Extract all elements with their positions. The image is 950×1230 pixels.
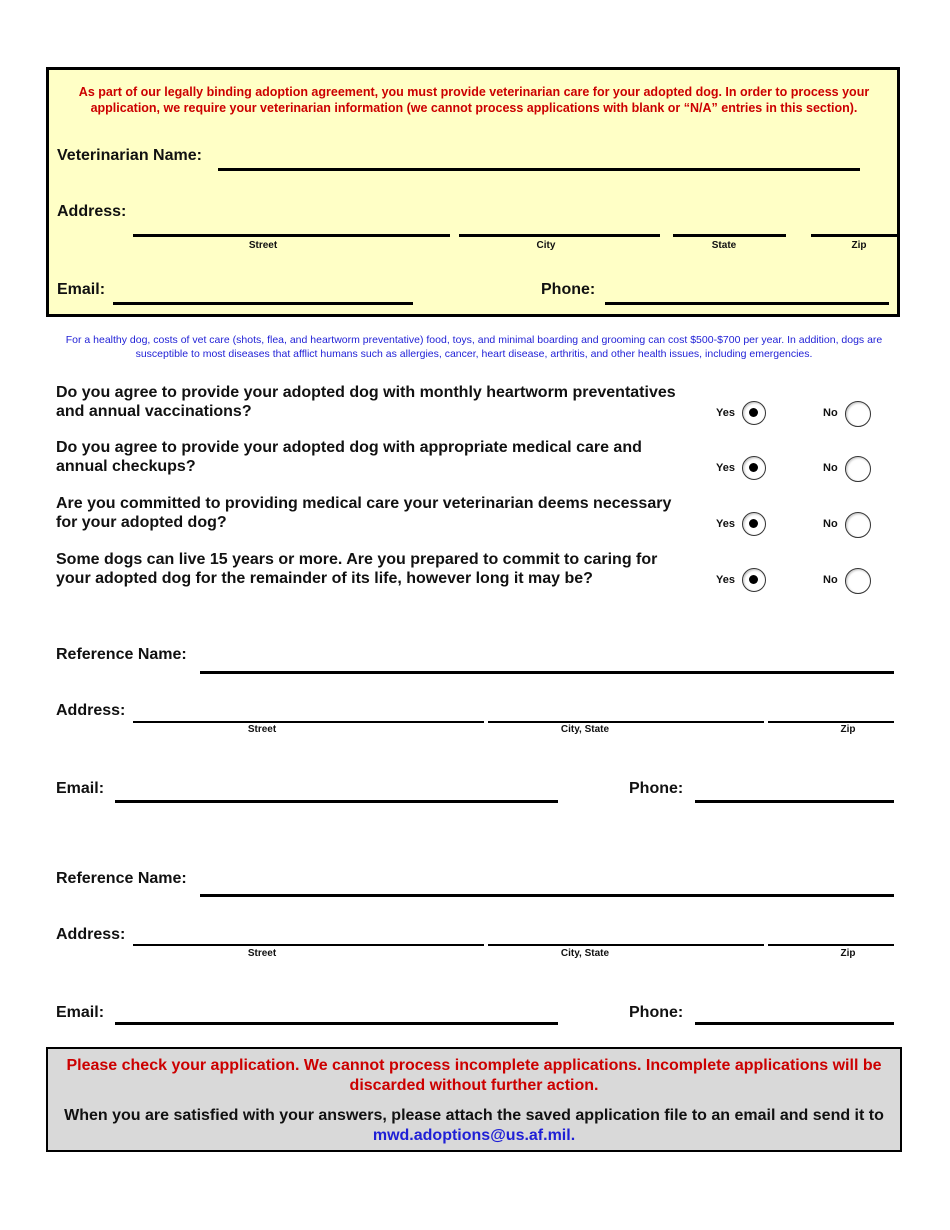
question-3-no-radio[interactable] bbox=[845, 512, 871, 538]
question-4-yes-radio[interactable] bbox=[742, 568, 766, 592]
reference-2-phone-label: Phone: bbox=[629, 1004, 684, 1021]
reference-2-name-field[interactable] bbox=[200, 894, 894, 897]
vet-name-field[interactable] bbox=[218, 168, 860, 171]
vet-phone-label: Phone: bbox=[541, 281, 596, 298]
vet-city-field[interactable] bbox=[459, 234, 660, 237]
question-3-no-label: No bbox=[823, 518, 838, 530]
question-1-yes-label: Yes bbox=[716, 407, 735, 419]
question-2-yes-radio[interactable] bbox=[742, 456, 766, 480]
reference-2-email-label: Email: bbox=[56, 1004, 105, 1021]
vet-city-caption: City bbox=[536, 240, 556, 251]
vet-address-label: Address: bbox=[57, 203, 127, 220]
question-1-text: Do you agree to provide your adopted dog with monthly heartworm preventatives and annual vaccinations? bbox=[56, 384, 676, 420]
footer-instruction-block bbox=[64, 1106, 884, 1146]
vet-state-caption: State bbox=[711, 240, 737, 251]
question-4-yes-label: Yes bbox=[716, 574, 735, 586]
reference-1-address-label: Address: bbox=[56, 702, 126, 719]
reference-1-email-field[interactable] bbox=[115, 800, 558, 803]
reference-2-city-state-caption: City, State bbox=[560, 948, 610, 959]
reference-1-phone-label: Phone: bbox=[629, 780, 684, 797]
question-1-no-label: No bbox=[823, 407, 838, 419]
reference-2-zip-caption: Zip bbox=[840, 948, 856, 959]
reference-1-street-field[interactable] bbox=[133, 721, 484, 723]
question-2-no-radio[interactable] bbox=[845, 456, 871, 482]
vet-email-label: Email: bbox=[57, 281, 106, 298]
vet-notice: As part of our legally binding adoption agreement, you must provide veterinarian care for your adopted dog. In order to process your application, we require your veterinarian information (we cannot process applications with blank or “N/A” entries in this section). bbox=[78, 85, 870, 115]
question-1-no-radio[interactable] bbox=[845, 401, 871, 427]
cost-note: For a healthy dog, costs of vet care (shots, flea, and heartworm preventative) food, toys, and minimal boarding and grooming can cost $500-$700 per year. In addition, dogs are susceptible to most diseases that afflict humans such as allergies, cancer, heart disease, arthritis, and other health issues, including emergencies. bbox=[65, 334, 883, 360]
reference-2-street-caption: Street bbox=[247, 948, 277, 959]
vet-street-caption: Street bbox=[248, 240, 278, 251]
vet-state-field[interactable] bbox=[673, 234, 786, 237]
vet-phone-field[interactable] bbox=[605, 302, 889, 305]
reference-2-city-state-field[interactable] bbox=[488, 944, 764, 946]
question-3-yes-radio[interactable] bbox=[742, 512, 766, 536]
reference-1-zip-caption: Zip bbox=[840, 724, 856, 735]
reference-2-email-field[interactable] bbox=[115, 1022, 558, 1025]
question-1-yes-radio[interactable] bbox=[742, 401, 766, 425]
reference-2-name-label: Reference Name: bbox=[56, 870, 187, 887]
reference-1-name-label: Reference Name: bbox=[56, 646, 187, 663]
question-2-no-label: No bbox=[823, 462, 838, 474]
question-4-no-radio[interactable] bbox=[845, 568, 871, 594]
vet-zip-field[interactable] bbox=[811, 234, 898, 237]
reference-1-phone-field[interactable] bbox=[695, 800, 894, 803]
reference-2-address-label: Address: bbox=[56, 926, 126, 943]
reference-1-city-state-caption: City, State bbox=[560, 724, 610, 735]
reference-1-zip-field[interactable] bbox=[768, 721, 894, 723]
vet-name-label: Veterinarian Name: bbox=[57, 147, 202, 164]
veterinarian-section bbox=[46, 67, 900, 317]
reference-1-email-label: Email: bbox=[56, 780, 105, 797]
question-3-yes-label: Yes bbox=[716, 518, 735, 530]
reference-1-street-caption: Street bbox=[247, 724, 277, 735]
vet-zip-caption: Zip bbox=[851, 240, 867, 251]
question-2-yes-label: Yes bbox=[716, 462, 735, 474]
reference-2-phone-field[interactable] bbox=[695, 1022, 894, 1025]
reference-1-name-field[interactable] bbox=[200, 671, 894, 674]
vet-email-field[interactable] bbox=[113, 302, 413, 305]
question-4-text: Some dogs can live 15 years or more. Are you prepared to commit to caring for your adopted dog for the remainder of its life, however long it may be? bbox=[56, 551, 658, 587]
question-2-text: Do you agree to provide your adopted dog with appropriate medical care and annual checkups? bbox=[56, 439, 642, 475]
question-3-text: Are you committed to providing medical care your veterinarian deems necessary for your adopted dog? bbox=[56, 495, 672, 531]
footer-box bbox=[46, 1047, 902, 1152]
reference-2-zip-field[interactable] bbox=[768, 944, 894, 946]
question-4-no-label: No bbox=[823, 574, 838, 586]
footer-warning: Please check your application. We cannot process incomplete applications. Incomplete applications will be discarded without further action. bbox=[66, 1057, 882, 1094]
adoptions-email-link[interactable]: mwd.adoptions@us.af.mil. bbox=[372, 1127, 576, 1144]
reference-1-city-state-field[interactable] bbox=[488, 721, 764, 723]
footer-instruction: When you are satisfied with your answers, please attach the saved application file to an email and send it to bbox=[64, 1107, 884, 1124]
reference-2-street-field[interactable] bbox=[133, 944, 484, 946]
vet-street-field[interactable] bbox=[133, 234, 450, 237]
